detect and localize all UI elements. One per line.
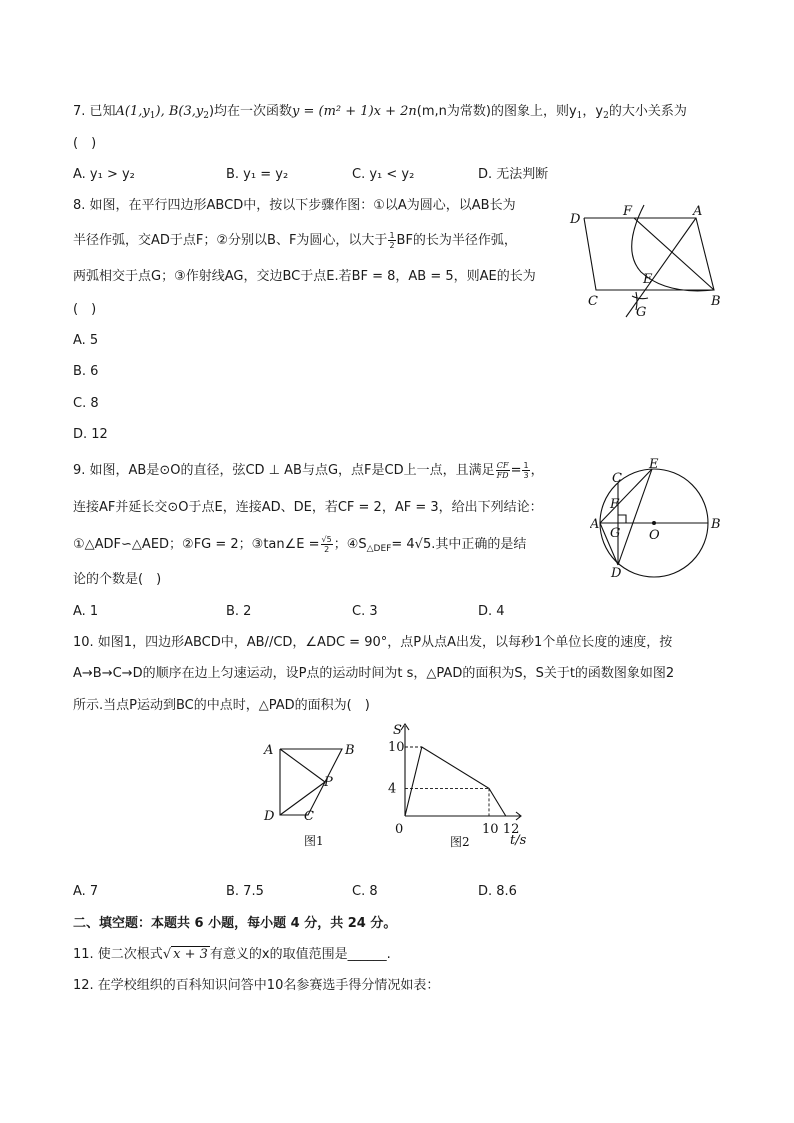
q8-bracket: ( ) <box>73 302 97 317</box>
label-b: B <box>345 743 355 758</box>
label-f: F <box>623 204 633 219</box>
label-d: D <box>264 809 275 824</box>
q10-option-c: C. 8 <box>352 884 378 899</box>
q9-fraction-cf-fd: $\frac{CF}{FD}$ <box>496 461 509 480</box>
label-c: C <box>588 294 598 309</box>
label-p: P <box>324 775 333 790</box>
q8-fraction: $\frac{1}{2}$ <box>389 231 395 250</box>
q12-line: 12. 在学校组织的百科知识问答中10名参赛选手得分情况如表： <box>73 978 440 993</box>
q9-line1 <box>73 461 544 480</box>
q8-option-b: B. 6 <box>73 364 99 379</box>
label-b: B <box>711 294 721 309</box>
q9-line3-c: = 4√5.其中正确的是结 <box>391 537 527 552</box>
label-g: G <box>636 305 647 320</box>
q11-radicand: x + 3 <box>173 947 208 962</box>
label-b: B <box>711 517 721 532</box>
y-tick-4: 4 <box>388 781 397 797</box>
q8-line2-b: BF的长为半径作弧， <box>396 233 517 248</box>
q8-option-d: D. 12 <box>73 427 108 442</box>
q9-subscript: △DEF <box>366 544 392 554</box>
q9-line3-a: ①△ADF∽△AED；②FG = 2；③tan∠E = <box>73 537 320 552</box>
q11-text-a: 11. 使二次根式 <box>73 947 163 962</box>
q7-text-d: (m,n为常数)的图象上，则y <box>416 104 577 119</box>
segment-de <box>618 469 652 565</box>
q10-line2: A→B→C→D的顺序在边上匀速运动，设P点的运动时间为t s，△PAD的面积为S，S关于t的函数图象如图2 <box>73 666 675 681</box>
label-a: A <box>264 743 274 758</box>
q9-line3 <box>73 535 526 558</box>
label-g: G <box>610 526 621 541</box>
q9-figure <box>590 455 725 580</box>
label-e: E <box>649 457 659 472</box>
label-d: D <box>570 212 581 227</box>
label-a: A <box>693 204 703 219</box>
q10-line1: 10. 如图1，四边形ABCD中，AB//CD，∠ADC = 90°，点P从点A出发，以每秒1个单位长度的速度，按 <box>73 635 673 650</box>
q7-bracket: ( ) <box>73 136 97 151</box>
x-axis-label: t/s <box>510 833 527 848</box>
label-c: C <box>304 809 314 824</box>
q9-option-a: A. 1 <box>73 604 99 619</box>
fig2-caption: 图2 <box>450 835 470 849</box>
q8-line3: 两弧相交于点G；③作射线AG，交边BC于点E.若BF = 8，AB = 5，则AE的长为 <box>73 269 536 284</box>
center-o <box>652 521 656 525</box>
q9-option-c: C. 3 <box>352 604 378 619</box>
q10-option-a: A. 7 <box>73 884 99 899</box>
q8-option-c: C. 8 <box>73 396 99 411</box>
q9-line1-a: 9. 如图，AB是⊙O的直径，弦CD ⊥ AB与点G，点F是CD上一点，且满足 <box>73 463 495 478</box>
right-angle-mark <box>618 515 626 523</box>
q10-option-d: D. 8.6 <box>478 884 517 899</box>
segment-dp <box>280 782 325 815</box>
q9-option-d: D. 4 <box>478 604 505 619</box>
q7-option-c: C. y₁ < y₂ <box>352 167 415 182</box>
q7-option-a: A. y₁ > y₂ <box>73 167 135 182</box>
q11-blank[interactable]: ______ <box>347 947 387 962</box>
q9-line2: 连接AF并延长交⊙O于点E，连接AD、DE，若CF = 2，AF = 3，给出下列结论： <box>73 500 543 515</box>
q7-function: y = (m² + 1)x + 2n <box>292 104 417 119</box>
x-tick-0: 0 <box>395 822 404 837</box>
q9-fraction-sqrt5-2: $\frac{√5}{2}$ <box>321 535 332 554</box>
q10-option-b: B. 7.5 <box>226 884 264 899</box>
y-tick-10: 10 <box>388 740 405 755</box>
label-d: D <box>611 566 622 580</box>
q7-point-b: ), B(3,y <box>155 104 204 119</box>
label-a: A <box>590 517 600 532</box>
q8-option-a: A. 5 <box>73 333 99 348</box>
q8-line2 <box>73 231 517 250</box>
x-tick-10: 10 <box>482 822 499 837</box>
q9-option-b: B. 2 <box>226 604 252 619</box>
fig1-caption: 图1 <box>304 834 324 848</box>
q7-option-d: D. 无法判断 <box>478 167 549 182</box>
q8-line2-a: 半径作弧，交AD于点F；②分别以B、F为圆心，以大于 <box>73 233 388 248</box>
q7-option-b: B. y₁ = y₂ <box>226 167 289 182</box>
sqrt-symbol: √ <box>162 947 172 962</box>
q7-text-e: ，y <box>582 104 604 119</box>
label-o: O <box>649 528 660 543</box>
q8-line1: 8. 如图，在平行四边形ABCD中，按以下步骤作图：①以A为圆心，以AB长为 <box>73 198 516 213</box>
q7-prefix: 7. 已知 <box>73 104 116 119</box>
q11-line <box>73 946 391 964</box>
q11-period: . <box>386 947 391 962</box>
q7-text-c: )均在一次函数 <box>208 104 293 119</box>
q9-line4: 论的个数是( ) <box>73 572 162 587</box>
q10-figure1 <box>260 735 370 850</box>
q7-text-f: 的大小关系为 <box>608 104 687 119</box>
q7-point-a: A(1,y <box>115 104 150 119</box>
section2-title: 二、填空题：本题共 6 小题，每小题 4 分，共 24 分。 <box>73 916 397 931</box>
q9-line3-b: ；④S <box>333 537 367 552</box>
q9-fraction-1-3: $\frac{1}{3}$ <box>523 461 529 480</box>
x-tick-12: 12 <box>502 822 520 837</box>
q9-equals: = <box>510 463 522 478</box>
label-e: E <box>643 272 653 287</box>
label-c: C <box>612 471 622 486</box>
q9-comma: ， <box>530 463 544 478</box>
series-line <box>405 747 506 816</box>
q7-line1: 7. 已知$A(1,y_1)$, $B(3,y_2)$均在一次函数y = (m² + 1)x + 2n(m,n为常数)的图象上，则$y_1$，$y_2$的大小关系为 <box>73 104 687 121</box>
q8-figure <box>566 200 726 325</box>
label-f: F <box>610 497 620 512</box>
q10-chart <box>380 718 540 853</box>
segment-ap <box>280 749 325 782</box>
y-axis-label: S <box>393 723 402 738</box>
q10-line3: 所示.当点P运动到BC的中点时，△PAD的面积为( ) <box>73 698 370 713</box>
q11-text-b: 有意义的x的取值范围是 <box>209 947 348 962</box>
